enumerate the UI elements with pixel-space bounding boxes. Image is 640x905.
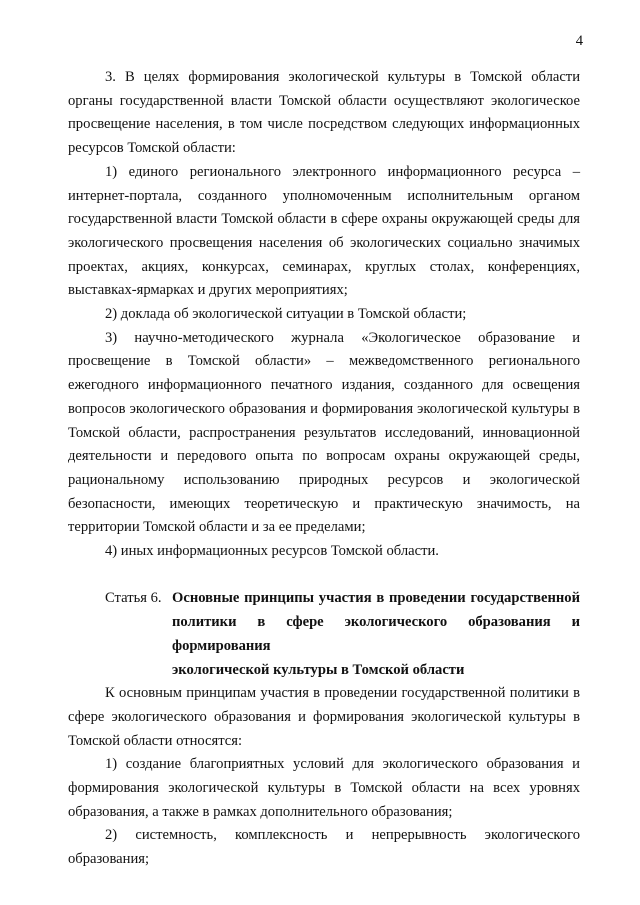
article-heading bbox=[68, 587, 580, 682]
paragraph-item-3: 3) научно-методического журнала «Экологическое образование и просвещение в Томской области» – межведомственного регионального ежегодного информационного печатного издания, созданного для освещения вопросов экологического образования и формирования экологической культуры в Томской области, распространения результатов исследований, инновационной деятельности и передового опыта по вопросам охраны окружающей среды, рациональному использованию природных ресурсов и экологической безопасности, имеющих теоретическую и практическую значимость, на территории Томской области и за ее пределами; bbox=[68, 329, 580, 536]
document-body bbox=[68, 66, 580, 872]
article-title-line: экологической культуры в Томской области bbox=[172, 661, 465, 678]
paragraph-principle-1: 1) создание благоприятных условий для экологического образования и формирования экологической культуры в Томской области на всех уровнях образования, а также в рамках дополнительного образования; bbox=[68, 756, 580, 820]
paragraph-item-4: 4) иных информационных ресурсов Томской области. bbox=[105, 543, 439, 560]
article-title bbox=[172, 587, 580, 682]
article-title-line: Основные принципы участия в проведении государственной bbox=[172, 590, 580, 607]
article-label: Статья 6. bbox=[105, 590, 162, 607]
page-number: 4 bbox=[575, 33, 583, 49]
paragraph-principle-2: 2) системность, комплексность и непрерывность экологического образования; bbox=[68, 827, 580, 868]
paragraph-clause-3: 3. В целях формирования экологической культуры в Томской области органы государственной власти Томской области осуществляют экологическое просвещение населения, в том числе посредством следующих информационных ресурсов Томской области: bbox=[68, 69, 580, 157]
paragraph-item-2: 2) доклада об экологической ситуации в Томской области; bbox=[105, 306, 467, 323]
paragraph-item-1: 1) единого регионального электронного информационного ресурса – интернет-портала, созданного уполномоченным исполнительным органом государственной власти Томской области в сфере охраны окружающей среды для экологического просвещения населения об экологических социально значимых проектах, акциях, конкурсах, семинарах, круглых столах, конференциях, выставках-ярмарках и других мероприятиях; bbox=[68, 163, 580, 299]
paragraph-principles-intro: К основным принципам участия в проведении государственной политики в сфере экологического образования и формирования экологической культуры в Томской области относятся: bbox=[68, 685, 580, 749]
article-title-line: политики в сфере экологического образования и формирования bbox=[172, 614, 580, 654]
